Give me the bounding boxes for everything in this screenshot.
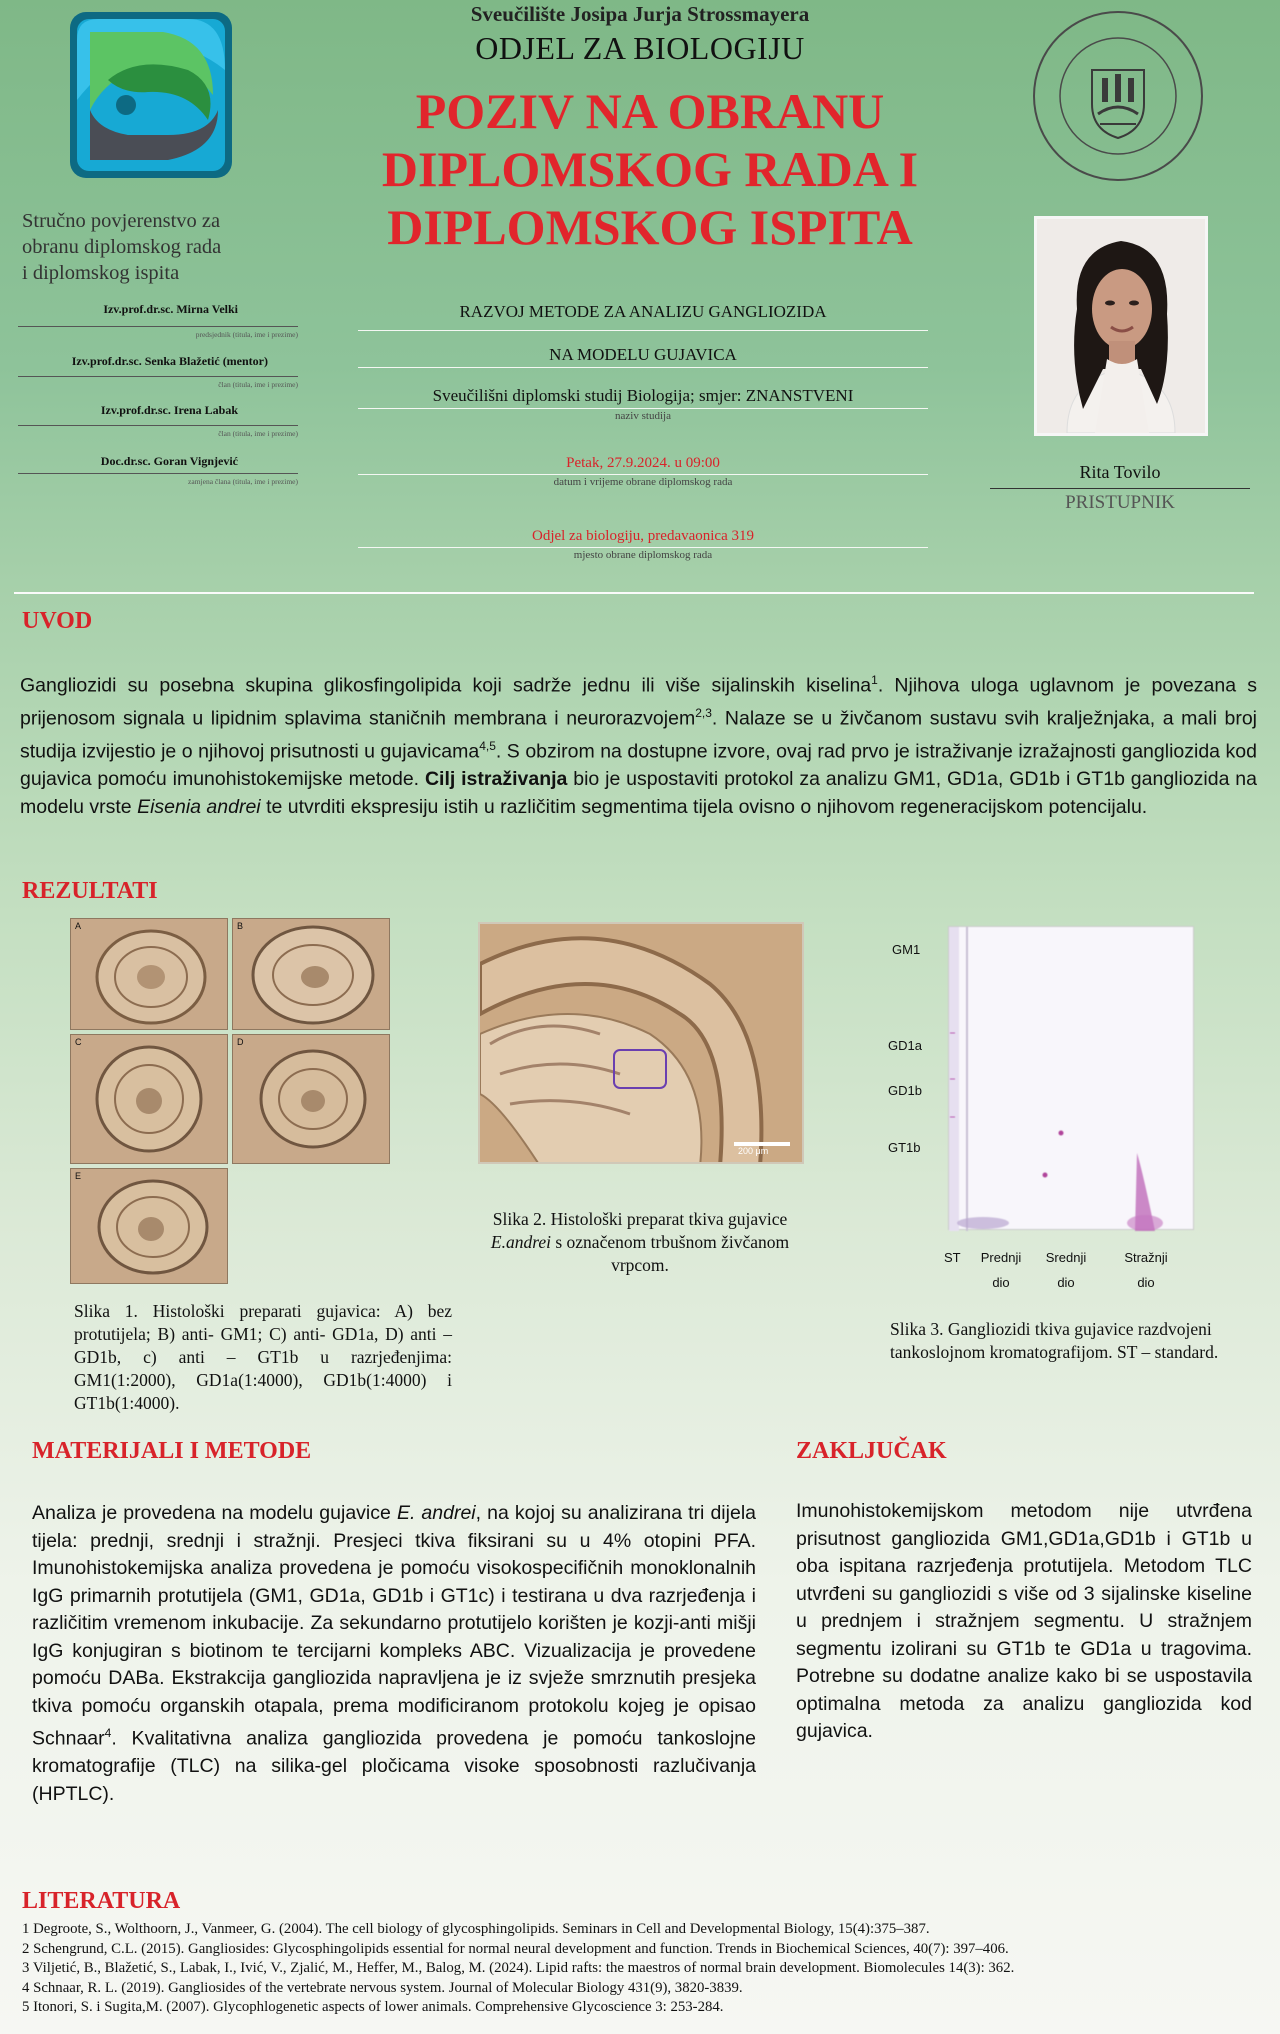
candidate-photo xyxy=(1034,216,1208,436)
committee-member: Izv.prof.dr.sc. Irena Labak xyxy=(100,403,238,417)
histology-panel-b: B xyxy=(232,918,390,1030)
figure-2-caption: Slika 2. Histološki preparat tkiva gujavice E.andrei s označenom trbušnom živčanom vrpcom. xyxy=(490,1209,790,1275)
results-heading: REZULTATI xyxy=(22,878,158,904)
band-label-gm1: GM1 xyxy=(892,942,921,957)
candidate-role: PRISTUPNIK xyxy=(1065,492,1175,513)
band-label-gt1b: GT1b xyxy=(888,1140,921,1155)
figure-1-caption: Slika 1. Histološki preparati gujavica: A) bez protutijela; B) anti- GM1; C) anti- GD1a, D) anti – GD1b, c) anti – GT1b u razrjeđenjima: GM1(1:2000), GD1a(1:4000), GD1b(1:4000) i GT1b(1:4000). xyxy=(74,1301,452,1413)
reference-item: 3 Viljetić, B., Blažetić, S., Labak, I., Ivić, V., Zjalić, M., Heffer, M., Balog, M. (2024). Lipid rafts: the maestros of normal brain development. Biomolecules 14(3): 362. xyxy=(22,1960,1015,1976)
defense-datetime: Petak, 27.9.2024. u 09:00 datum i vrijeme obrane diplomskog rada xyxy=(358,455,928,488)
thesis-title: RAZVOJ METODE ZA ANALIZU GANGLIOZIDA NA MODELU GUJAVICA xyxy=(358,302,928,368)
lane-label-straznji: Stražnji dio xyxy=(1124,1250,1168,1290)
committee-role: zamjena člana (titula, ime i prezime) xyxy=(188,477,298,486)
defense-place: Odjel za biologiju, predavaonica 319 mjesto obrane diplomskog rada xyxy=(358,528,928,561)
divider xyxy=(18,425,298,426)
band-label-gd1b: GD1b xyxy=(888,1083,922,1098)
committee-role: član (titula, ime i prezime) xyxy=(218,380,298,389)
scale-bar-label: 200 μm xyxy=(738,1146,769,1156)
committee-member: Izv.prof.dr.sc. Mirna Velki xyxy=(103,302,238,316)
methods-text: Analiza je provedena na modelu gujavice E. andrei, na kojoj su analizirana tri dijela tijela: prednji, srednji i stražnji. Presjeci tkiva fiksirani su u 4% otopini PFA. Imunohistokemijska analiza provedena je pomoću visokospecifičnih monoklonalnih IgG primarnih protutijela (GM1, GD1a, GD1b i GT1c) i testirana u dva razrjeđenja i različitim vremenom inkubacije. Za sekundarno protutijelo korišten je kozji-anti mišji IgG konjugiran s biotinom te tercijarni kompleks ABC. Vizualizacija je provedene pomoću DABa. Ekstrakcija gangliozida napravljena je iz svježe smrznutih presjeka tkiva pomoću organskih otapala, prema modificiranom protokolu kojeg je opisao Schnaar$^4$. Kvalitativna analiza gangliozida provedena je pomoću tankoslojne kromatografije (TLC) na silika-gel pločicama visoke sposobnosti razlučivanja (HPTLC). xyxy=(32,1502,756,1805)
committee-heading: Stručno povjerenstvo za obranu diplomskog rada i diplomskog ispita xyxy=(22,210,222,284)
references-heading: LITERATURA xyxy=(22,1888,181,1914)
histology-panel-e: E xyxy=(70,1168,228,1284)
histology-panel-d: D xyxy=(232,1034,390,1164)
study-program: Sveučilišni diplomski studij Biologija; smjer: ZNANSTVENI naziv studija xyxy=(358,386,928,422)
intro-heading: UVOD xyxy=(22,608,93,634)
figure-3-caption: Slika 3. Gangliozidi tkiva gujavice razdvojeni tankoslojnom kromatografijom. ST – standard. xyxy=(890,1319,1219,1362)
lane-label-prednji: Prednji dio xyxy=(980,1250,1022,1290)
poster-title: POZIV NA OBRANU DIPLOMSKOG RADA I DIPLOMSKOG ISPITA xyxy=(381,83,919,255)
divider xyxy=(18,473,298,474)
tlc-plate xyxy=(948,926,1194,1230)
lane-label-st: ST xyxy=(944,1250,961,1265)
committee-role: predsjednik (titula, ime i prezime) xyxy=(195,330,298,339)
reference-item: 4 Schnaar, R. L. (2019). Gangliosides of the vertebrate nervous system. Journal of Molecular Biology 431(9), 3820-3839. xyxy=(22,1979,743,1996)
divider xyxy=(18,376,298,377)
university-name: Sveučilište Josipa Jurja Strossmayera xyxy=(470,2,810,26)
conclusion-text: Imunohistokemijskom metodom nije utvrđena prisutnost gangliozida GM1,GD1a,GD1b i GT1b u oba ispitana razrjeđenja protutijela. Metodom TLC utvrđeni su gangliozidi s više od 3 sijalinske kiseline u prednjem i stražnjem segmentu. U stražnjem segmentu izolirani su GT1b te GD1a u tragovima. Potrebne su dodatne analize kako bi se uspostavila optimalna metoda za analizu gangliozida kod gujavica. xyxy=(796,1500,1252,1742)
histology-panel-a: A xyxy=(70,918,228,1030)
department-logo xyxy=(68,10,234,180)
committee-member: Doc.dr.sc. Goran Vignjević xyxy=(100,454,238,468)
reference-item: 5 Itonori, S. i Sugita,M. (2007). Glycophlogenetic aspects of lower animals. Comprehensive Glycoscience 3: 253-284. xyxy=(22,1999,724,2015)
intro-text: Gangliozidi su posebna skupina glikosfingolipida koji sadrže jednu ili više sijalinskih kiselina$^1$. Njihova uloga uglavnom je povezana s prijenosom signala u lipidnim splavima staničnih membrana i neurorazvojem$^{2,3}$. Nalaze se u živčanom sustavu svih kralježnjaka, a mali broj studija izvijestio je o njihovoj prisutnosti u gujavicama$^{4,5}$. S obzirom na dostupne izvore, ovaj rad prvo je istraživanje izražajnosti gangliozida kod gujavica pomoću imunohistokemijske metode. Cilj istraživanja bio je uspostaviti protokol za analizu GM1, GD1a, GD1b i GT1b gangliozida na modelu vrste Eisenia andrei te utvrditi ekspresiju istih u različitim segmentima tijela ovisno o njihovom regeneracijskom potencijalu. xyxy=(20,673,1257,818)
department-name: ODJEL ZA BIOLOGIJU xyxy=(475,30,805,66)
references-list xyxy=(22,1920,1272,2018)
lane-label-srednji: Srednji dio xyxy=(1045,1250,1087,1290)
histology-panel-c: C xyxy=(70,1034,228,1164)
section-divider xyxy=(14,592,1254,594)
band-label-gd1a: GD1a xyxy=(888,1038,922,1053)
methods-heading: MATERIJALI I METODE xyxy=(32,1438,312,1464)
conclusion-heading: ZAKLJUČAK xyxy=(796,1438,947,1464)
reference-item: 2 Schengrund, C.L. (2015). Gangliosides: Glycosphingolipids essential for normal neural development and function. Trends in Biochemical Sciences, 40(7): 397–406. xyxy=(22,1940,1009,1957)
divider xyxy=(18,326,298,327)
candidate-name: Rita Tovilo xyxy=(1079,462,1161,482)
divider xyxy=(990,488,1250,489)
reference-item: 1 Degroote, S., Wolthoorn, J., Vanmeer, G. (2004). The cell biology of glycosphingolipids. Seminars in Cell and Developmental Biology, 15(4):375–387. xyxy=(22,1921,930,1937)
committee-member: Izv.prof.dr.sc. Senka Blažetić (mentor) xyxy=(71,354,268,368)
committee-role: član (titula, ime i prezime) xyxy=(218,429,298,438)
histology-figure-2 xyxy=(478,922,804,1164)
university-seal xyxy=(1030,8,1206,184)
